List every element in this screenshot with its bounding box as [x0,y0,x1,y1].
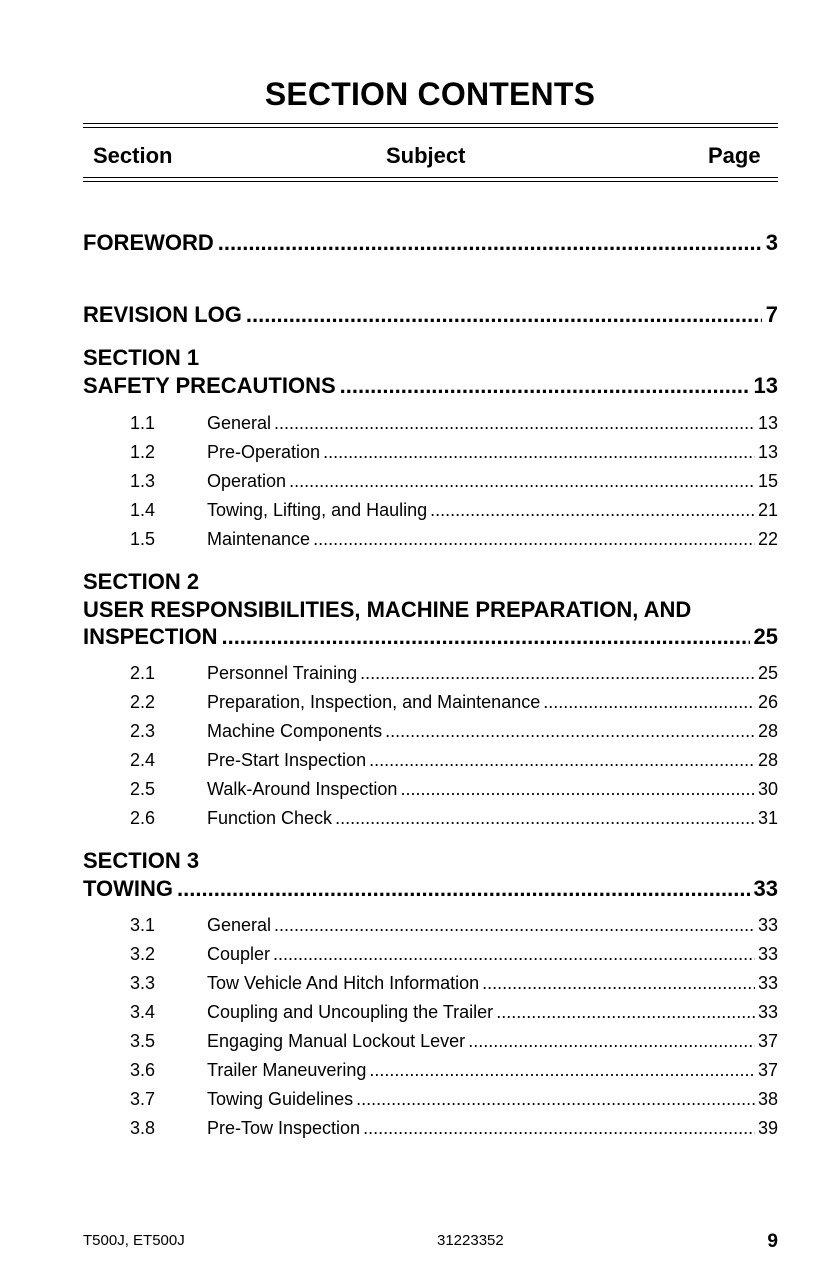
subentry-number: 3.6 [130,1060,156,1080]
dot-leader [543,692,755,713]
subentry-label: Trailer Maneuvering [207,1060,367,1080]
subentry-number: 2.2 [130,692,156,712]
subentry-number: 2.5 [130,779,156,799]
toc-subentry-1-2[interactable] [130,442,778,463]
subentry-page: 13 [757,442,778,462]
subentry-label: Machine Components [207,721,383,741]
subentry-page: 33 [757,973,778,993]
subentry-page: 25 [757,663,778,683]
dot-leader [274,413,755,434]
dot-leader [363,1118,755,1139]
column-header-subject: Subject [386,143,466,168]
footer-doc-number: 31223352 [437,1232,504,1249]
toc-subentry-1-3[interactable] [130,471,778,492]
toc-subentry-3-4[interactable] [130,1002,778,1023]
toc-entry-label: SAFETY PRECAUTIONS [83,373,336,398]
subentry-label: Operation [207,471,287,491]
subentry-number: 2.1 [130,663,156,683]
header-rule-bottom [83,177,778,178]
subentry-number: 1.1 [130,413,156,433]
footer-model: T500J, ET500J [83,1232,185,1249]
toc-subentry-2-2[interactable] [130,692,778,713]
subentry-label: Coupling and Uncoupling the Trailer [207,1002,494,1022]
dot-leader [289,471,755,492]
subentry-page: 28 [757,721,778,741]
subentry-page: 37 [757,1031,778,1051]
subentry-label: General [207,413,272,433]
subentry-number: 3.2 [130,944,156,964]
toc-subentry-3-3[interactable] [130,973,778,994]
subentry-label: Pre-Tow Inspection [207,1118,361,1138]
toc-subentry-2-1[interactable] [130,663,778,684]
dot-leader [218,230,762,256]
toc-entry-revision-log[interactable] [83,302,778,328]
dot-leader [313,529,755,550]
dot-leader [323,442,755,463]
subentry-number: 1.3 [130,471,156,491]
subentry-page: 22 [757,529,778,549]
dot-leader [221,624,749,650]
subentry-page: 33 [757,1002,778,1022]
toc-entry-label: REVISION LOG [83,302,242,327]
toc-entry-label: FOREWORD [83,230,214,255]
subentry-label: General [207,915,272,935]
toc-subentry-3-7[interactable] [130,1089,778,1110]
dot-leader [482,973,755,994]
subentry-page: 33 [757,915,778,935]
dot-leader [468,1031,755,1052]
subentry-page: 26 [757,692,778,712]
subentry-page: 21 [757,500,778,520]
dot-leader [496,1002,755,1023]
subentry-page: 37 [757,1060,778,1080]
toc-entry-section-3[interactable] [83,876,778,902]
subentry-label: Preparation, Inspection, and Maintenance [207,692,541,712]
dot-leader [385,721,755,742]
column-header-section: Section [93,143,173,168]
subentry-label: Coupler [207,944,271,964]
toc-subentry-2-4[interactable] [130,750,778,771]
subentry-number: 3.1 [130,915,156,935]
toc-subentry-2-6[interactable] [130,808,778,829]
toc-subentry-3-1[interactable] [130,915,778,936]
page-title: SECTION CONTENTS [264,76,596,112]
subentry-number: 3.5 [130,1031,156,1051]
subentry-page: 39 [757,1118,778,1138]
toc-subentry-1-1[interactable] [130,413,778,434]
toc-entry-foreword[interactable] [83,230,778,256]
dot-leader [246,302,762,328]
column-header-page: Page [708,143,761,168]
toc-subentry-2-5[interactable] [130,779,778,800]
toc-subentry-3-5[interactable] [130,1031,778,1052]
subentry-label: Engaging Manual Lockout Lever [207,1031,466,1051]
subentry-label: Pre-Operation [207,442,321,462]
toc-subentry-3-8[interactable] [130,1118,778,1139]
header-rule-top [83,123,778,124]
subentry-number: 2.4 [130,750,156,770]
dot-leader [430,500,755,521]
subentry-page: 15 [757,471,778,491]
subentry-number: 2.6 [130,808,156,828]
dot-leader [400,779,755,800]
dot-leader [274,915,755,936]
subentry-number: 1.2 [130,442,156,462]
header-rule-bottom-2 [83,181,778,182]
toc-entry-page: 33 [753,876,778,901]
subentry-label: Personnel Training [207,663,358,683]
dot-leader [273,944,755,965]
toc-entry-page: 7 [765,302,778,327]
subentry-number: 1.5 [130,529,156,549]
toc-entry-page: 13 [753,373,778,398]
section-1-number: SECTION 1 [83,345,200,370]
toc-subentry-3-2[interactable] [130,944,778,965]
subentry-page: 13 [757,413,778,433]
dot-leader [369,1060,755,1081]
toc-subentry-1-5[interactable] [130,529,778,550]
toc-entry-label: TOWING [83,876,174,901]
dot-leader [360,663,755,684]
subentry-label: Pre-Start Inspection [207,750,367,770]
subentry-number: 3.8 [130,1118,156,1138]
subentry-number: 3.7 [130,1089,156,1109]
subentry-label: Function Check [207,808,333,828]
section-3-number: SECTION 3 [83,848,200,873]
footer-page-number: 9 [767,1231,778,1252]
subentry-number: 3.3 [130,973,156,993]
dot-leader [369,750,755,771]
dot-leader [356,1089,755,1110]
subentry-number: 3.4 [130,1002,156,1022]
subentry-page: 30 [757,779,778,799]
subentry-number: 2.3 [130,721,156,741]
subentry-page: 33 [757,944,778,964]
section-2-title-line-1: USER RESPONSIBILITIES, MACHINE PREPARATION, AND [83,597,692,622]
subentry-label: Towing Guidelines [207,1089,354,1109]
subentry-page: 38 [757,1089,778,1109]
subentry-number: 1.4 [130,500,156,520]
toc-entry-page: 3 [765,230,778,255]
dot-leader [177,876,749,902]
subentry-label: Towing, Lifting, and Hauling [207,500,428,520]
toc-entry-section-2[interactable] [83,624,778,650]
toc-entry-label: INSPECTION [83,624,218,649]
toc-entry-section-1[interactable] [83,373,778,399]
section-2-number: SECTION 2 [83,569,200,594]
toc-subentry-2-3[interactable] [130,721,778,742]
subentry-label: Tow Vehicle And Hitch Information [207,973,480,993]
subentry-label: Maintenance [207,529,311,549]
dot-leader [340,373,750,399]
toc-subentry-1-4[interactable] [130,500,778,521]
toc-subentry-3-6[interactable] [130,1060,778,1081]
dot-leader [335,808,755,829]
subentry-label: Walk-Around Inspection [207,779,398,799]
subentry-page: 28 [757,750,778,770]
toc-entry-page: 25 [753,624,778,649]
header-rule-top-2 [83,127,778,128]
subentry-page: 31 [757,808,778,828]
